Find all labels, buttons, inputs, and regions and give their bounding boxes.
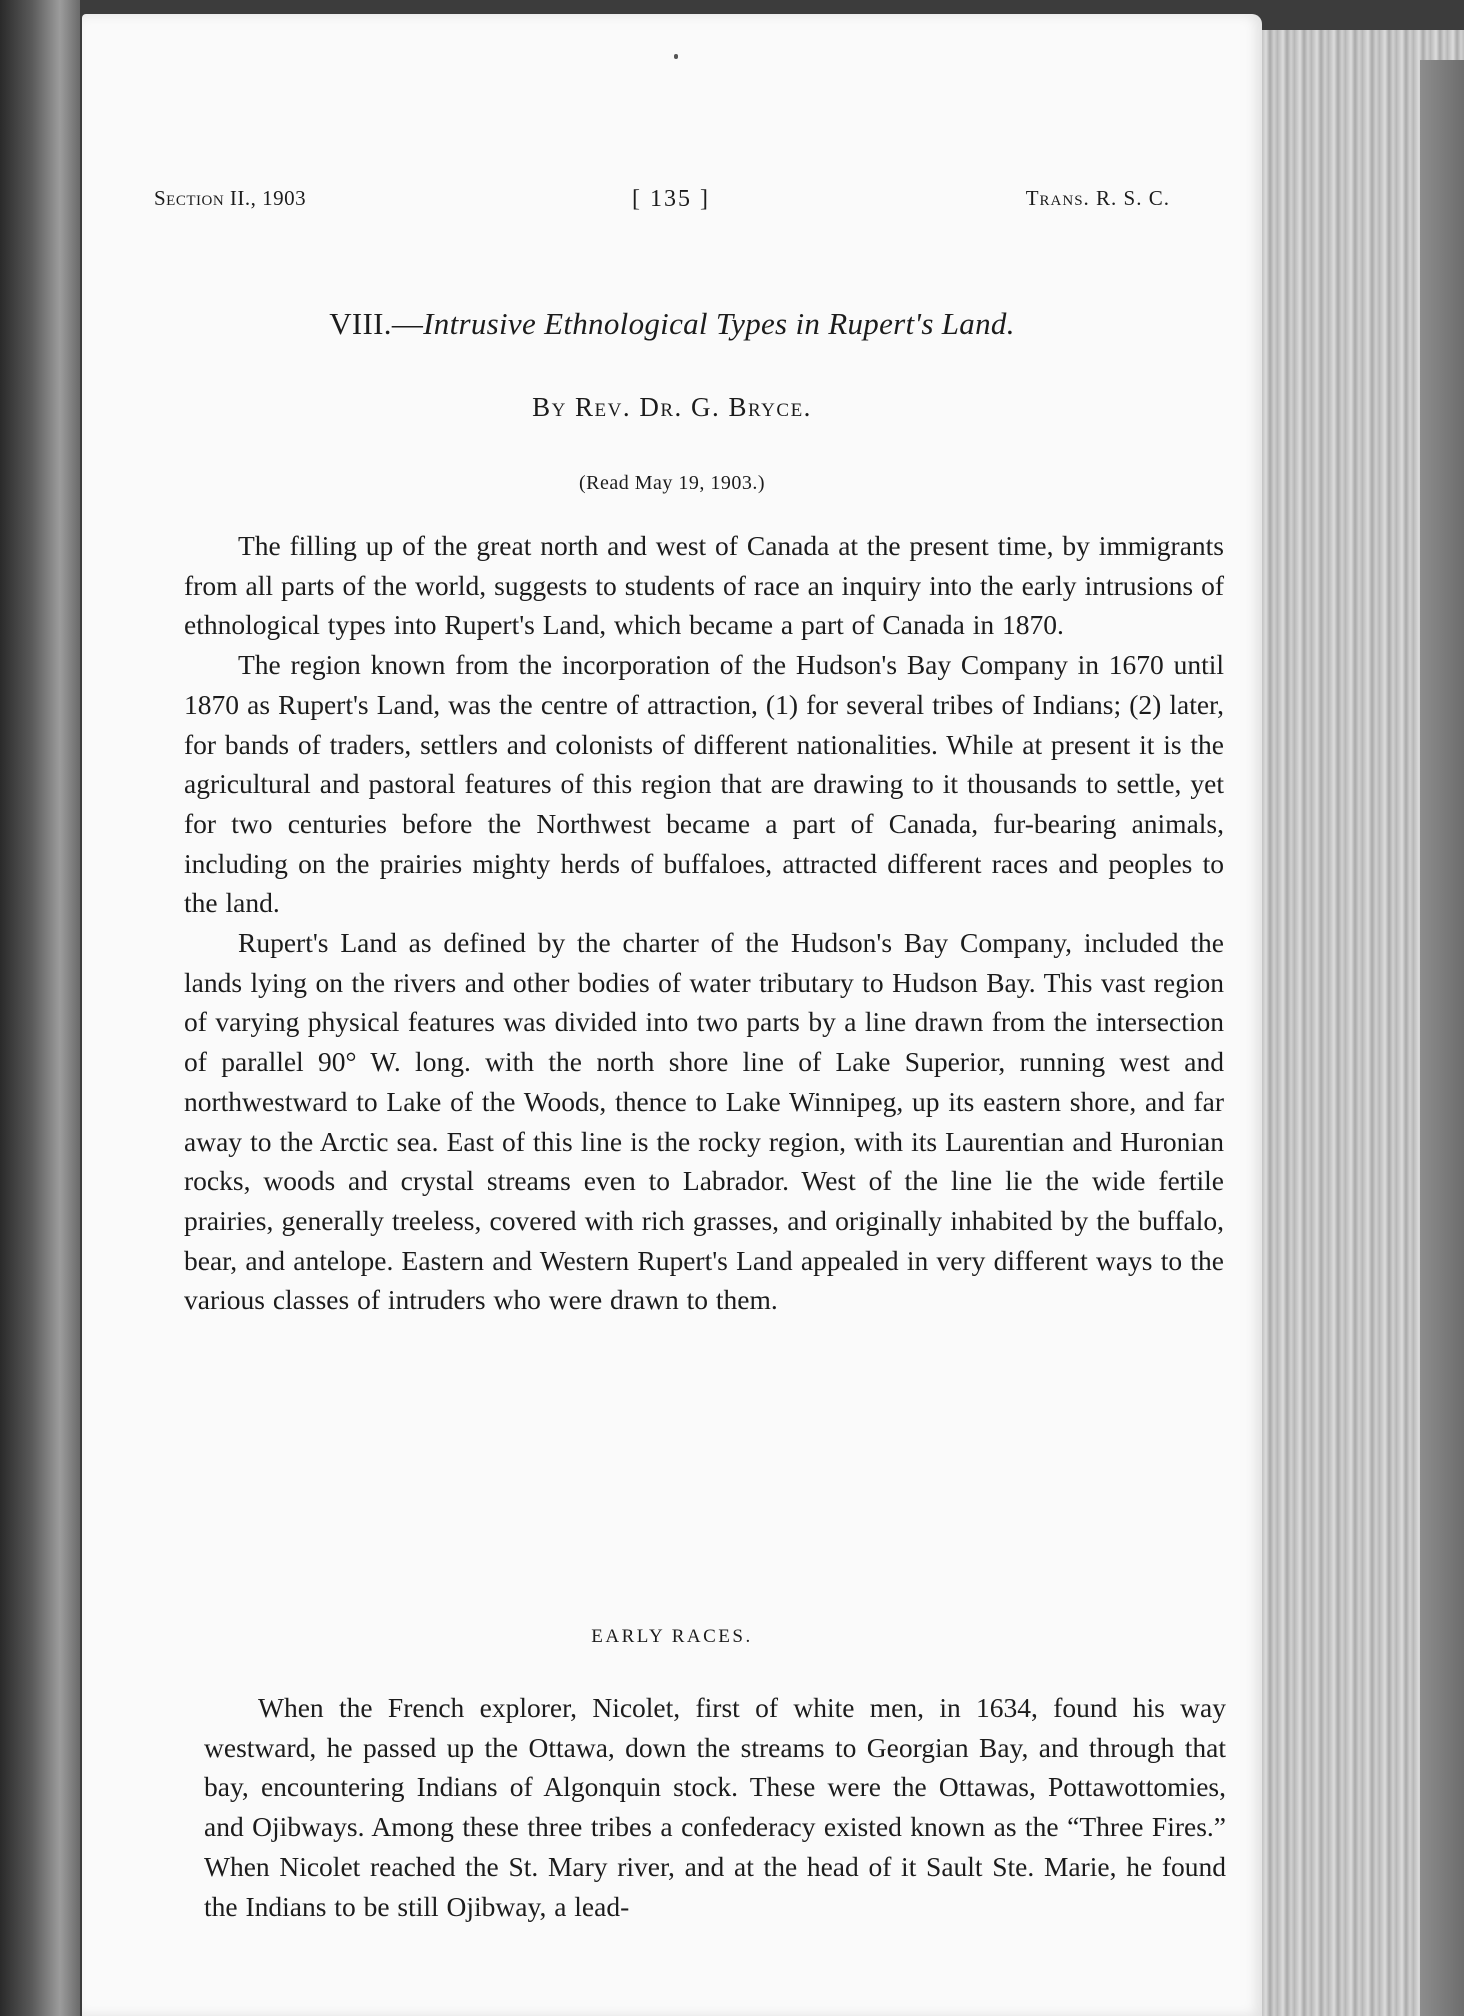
article-number: VIII.—: [329, 306, 424, 341]
running-head: [82, 186, 1262, 226]
ink-speck: [674, 54, 678, 59]
book-cover-edge: [1420, 60, 1464, 2016]
page-number: [ 135 ]: [632, 186, 710, 212]
paragraph: The region known from the incorporation of the Hudson's Bay Company in 1670 until 1870 as Rupert's Land, was the centre of attraction, (1) for several tribes of Indians; (2) later, for bands of traders, settlers and colonists of different nationalities. While at present it is the agricultural and pastoral features of this region that are drawing to it thousands to settle, yet for two centuries before the Northwest became a part of Canada, fur-bearing animals, including on the prairies mighty herds of buffaloes, attracted different races and peoples to the land.: [184, 649, 1224, 919]
running-head-section: Section II., 1903: [154, 186, 307, 210]
paragraph: Rupert's Land as defined by the charter of the Hudson's Bay Company, included the lands lying on the rivers and other bodies of water tributary to Hudson Bay. This vast region of varying physical features was divided into two parts by a line drawn from the intersection of parallel 90° W. long. with the north shore line of Lake Superior, running west and northwestward to Lake of the Woods, thence to Lake Winnipeg, up its eastern shore, and far away to the Arctic sea. East of this line is the rocky region, with its Laurentian and Huronian rocks, woods and crystal streams even to Labrador. West of the line lie the wide fertile prairies, generally treeless, covered with rich grasses, and originally inhabited by the buffalo, bear, and antelope. Eastern and Western Rupert's Land appealed in very different ways to the various classes of intruders who were drawn to them.: [184, 927, 1224, 1316]
read-date: (Read May 19, 1903.): [578, 472, 766, 494]
section-heading: EARLY RACES.: [591, 1626, 753, 1647]
book-page: [82, 14, 1262, 2016]
paragraph: The filling up of the great north and west of Canada at the present time, by immigrants from all parts of the world, suggests to students of race an inquiry into the early intrusions of ethnological types into Rupert's Land, which became a part of Canada in 1870.: [184, 530, 1224, 641]
running-head-journal: Trans. R. S. C.: [1025, 186, 1170, 210]
section-body: [204, 1688, 1226, 1926]
article-body: [184, 526, 1224, 1320]
article-title: [82, 306, 1262, 342]
paragraph: When the French explorer, Nicolet, first of white men, in 1634, found his way westward, he passed up the Ottawa, down the streams to Georgian Bay, and through that bay, encountering Indians of Algonquin stock. These were the Ottawas, Pottawottomies, and Ojibways. Among these three tribes a confederacy existed known as the “Three Fires.” When Nicolet reached the St. Mary river, and at the head of it Sault Ste. Marie, he found the Indians to be still Ojibway, a lead-: [204, 1692, 1226, 1922]
article-title-text: Intrusive Ethnological Types in Rupert's Land.: [423, 306, 1015, 341]
article-author: By Rev. Dr. G. Bryce.: [532, 392, 812, 422]
book-left-edge: [0, 0, 80, 2016]
